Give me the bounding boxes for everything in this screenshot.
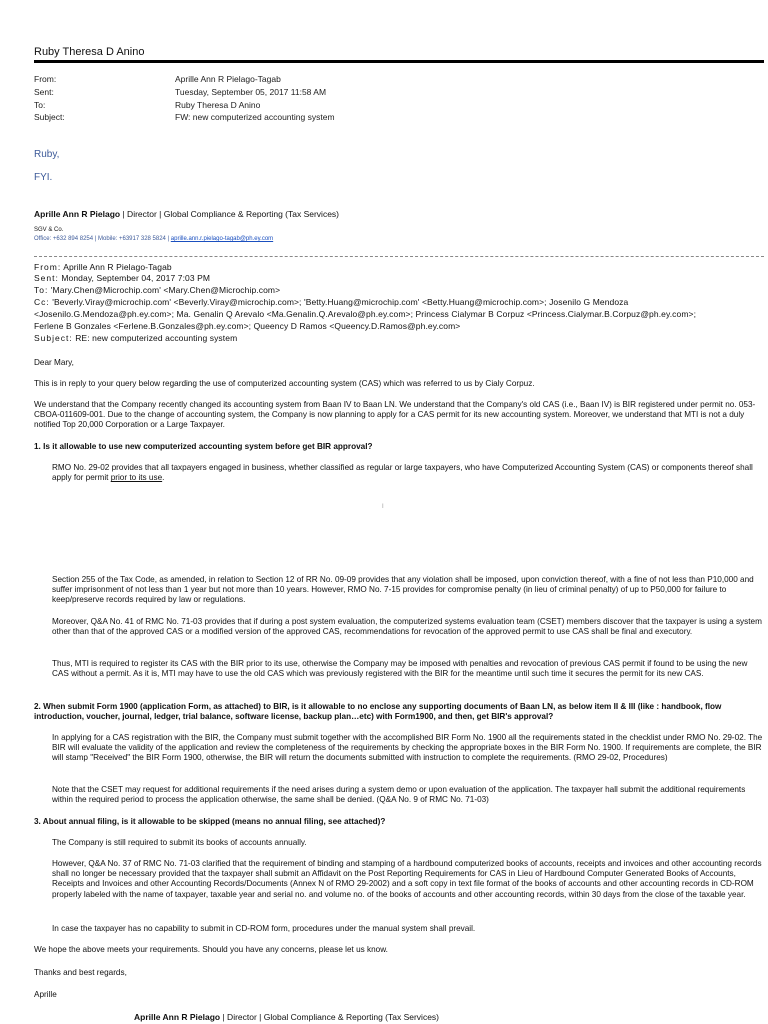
fwd-to-line (34, 285, 280, 295)
signature-name: Aprille Ann R Pielago (34, 209, 121, 219)
signature-contact-text: Office: +632 894 8254 | Mobile: +63917 328 5824 | (34, 236, 171, 242)
answer-1a-text: RMO No. 29-02 provides that all taxpayers engaged in business, whether classified as regular or large taxpayers, who have Computerized Accounting System (CAS) or components thereof shall apply for permit (52, 463, 753, 483)
to-value: Ruby Theresa D Anino (175, 100, 261, 110)
title-divider (34, 60, 764, 63)
answer-1c: Moreover, Q&A No. 41 of RMC No. 71-03 provides that if during a post system evaluation, the computerized systems evaluation team (CSET) members discover that the taxpayer is using a system other than that of the approved CAS or a modified version of the approved CAS, recommendations for revocation of the approved permit to use CAS shall be final and executory. (52, 617, 762, 637)
answer-3b: However, Q&A No. 37 of RMC No. 71-03 clarified that the requirement of binding and stamping of a hardbound computerized books of accounts, receipts and invoices and other accounting records shall no longer be necessary provided that the taxpayer shall submit an Affidavit on the Post Reporting Requirements for CAS in Lieu of Hardbound Computer Generated Books of Accounts, Receipts and Invoices and other Accounting Records/Documents (Annex N of RMO 29-2002) and a soft copy in text file format of the books of accounts and other accounting records in CD-ROM properly labeled with the name of taxpayer, taxable year and serial no. and volume no. of the books of accounts and other accounting records, within 30 days from the close of the taxable year. (52, 859, 762, 899)
paragraph-intro: This is in reply to your query below regarding the use of computerized accounting system (CAS) which was referred to us by Cialy Corpuz. (34, 379, 535, 388)
salutation: Dear Mary, (34, 358, 74, 367)
fwd-subject-value: RE: new computerized accounting system (75, 333, 238, 343)
fwd-cc-value-3: Ferlene B Gonzales <Ferlene.B.Gonzales@ph.ey.com>; Queency D Ramos <Queency.D.Ramos@ph.ey.com> (34, 321, 461, 331)
signature-2-name: Aprille Ann R Pielago (134, 1012, 221, 1022)
answer-1a-end: . (162, 473, 165, 483)
answer-3a: The Company is still required to submit its books of accounts annually. (52, 838, 307, 847)
signature-2-title: | Director | Global Compliance & Reporting (Tax Services) (220, 1012, 440, 1022)
page-mark: I (382, 504, 384, 510)
fwd-from-line (34, 262, 172, 272)
fwd-subject-line (34, 333, 237, 343)
signature-line (34, 209, 339, 219)
forward-divider (34, 256, 764, 257)
fwd-subject-label: Subject: (34, 333, 73, 343)
fwd-to-label: To: (34, 285, 49, 295)
signature-email-link[interactable]: aprille.ann.r.pielago-tagab@ph.ey.com (170, 236, 274, 242)
fwd-from-label: From: (34, 262, 62, 272)
to-label: To: (34, 100, 46, 110)
from-label: From: (34, 74, 57, 84)
question-1: 1. Is it allowable to use new computerized accounting system before get BIR approval? (34, 442, 373, 451)
signature-contact (34, 236, 273, 242)
subject-value: FW: new computerized accounting system (175, 112, 335, 122)
answer-1a (52, 463, 764, 483)
fwd-sent-label: Sent: (34, 273, 59, 283)
sent-label: Sent: (34, 87, 54, 97)
answer-1d: Thus, MTI is required to register its CAS with the BIR prior to its use, otherwise the Company may be imposed with penalties and revocation of previous CAS permit if found to be using the new CAS without a permit. As it is, MTI may have to use the old CAS which was previously registered with the BIR for the meantime until such time it secures the permit for its new CAS. (52, 659, 748, 679)
fwd-cc-value-2: <Josenilo.G.Mendoza@ph.ey.com>; Ma. Genalin Q Arevalo <Ma.Genalin.Q.Arevalo@ph.ey.com>; Princess Cialymar B Corpuz <Princess.Cialymar.B.Corpuz@ph.ey.com>; (34, 309, 697, 319)
answer-1b: Section 255 of the Tax Code, as amended, in relation to Section 12 of RR No. 09-09 provides that any violation shall be imposed, upon conviction thereof, with a fine of not less than P10,000 and suffer imprisonment of not less than 1 year but not more than 10 years. However, RMO No. 7-15 provides for compromise penalty (in lieu of criminal penalty) of up to P50,000 for failure to keep/preserve records required by law or regulations. (52, 575, 754, 605)
fwd-cc-label: Cc: (34, 297, 50, 307)
subject-label: Subject: (34, 112, 65, 122)
note-greeting: Ruby, (34, 149, 60, 160)
answer-3c: In case the taxpayer has no capability to submit in CD-ROM form, procedures under the manual system shall prevail. (52, 924, 476, 933)
fwd-from-value: Aprille Ann R Pielago-Tagab (63, 262, 172, 272)
signature-2-line (134, 1012, 439, 1022)
closing-regards: Thanks and best regards, (34, 968, 127, 977)
answer-2b: Note that the CSET may request for additional requirements if the need arises during a system demo or upon evaluation of the application. The taxpayer hall submit the additional requirements within the required period to process the application otherwise, the same shall be denied. (Q&A No. 9 of RMC No. 71-03) (52, 785, 746, 805)
sent-value: Tuesday, September 05, 2017 11:58 AM (175, 87, 327, 97)
fwd-sent-value: Monday, September 04, 2017 7:03 PM (61, 273, 211, 283)
from-value: Aprille Ann R Pielago-Tagab (175, 74, 281, 84)
answer-1a-underlined: prior to its use (110, 473, 163, 483)
note-fyi: FYI. (34, 172, 53, 183)
closing-line: We hope the above meets your requirements. Should you have any concerns, please let us know. (34, 945, 388, 954)
question-3: 3. About annual filing, is it allowable to be skipped (means no annual filing, see attached)? (34, 817, 386, 826)
fwd-sent-line (34, 273, 210, 283)
signature-title: | Director | Global Compliance & Reporting (Tax Services) (120, 209, 340, 219)
closing-name: Aprille (34, 990, 57, 999)
fwd-cc-line (34, 297, 628, 307)
document-title: Ruby Theresa D Anino (34, 46, 145, 58)
fwd-to-value: 'Mary.Chen@Microchip.com' <Mary.Chen@Microchip.com> (50, 285, 281, 295)
signature-company: SGV & Co. (34, 227, 64, 233)
fwd-cc-value-1: 'Beverly.Viray@microchip.com' <Beverly.Viray@microchip.com>; 'Betty.Huang@microchip.com' <Betty.Huang@microchip.com>; Josenilo G Mendoza (52, 297, 629, 307)
answer-2a: In applying for a CAS registration with the BIR, the Company must submit together with the accomplished BIR Form No. 1900 all the requirements stated in the checklist under RMO No. 29-02. The BIR will evaluate the validity of the application and review the completeness of the requirements by checking the appropriate boxes in the BIR Form No. 1900. If requirements are complete, the BIR will stamp "Received" the BIR Form 1900, otherwise, the BIR will return the documents submitted with instruction to complete the requirements. (RMO 29-02, Procedures) (52, 733, 763, 763)
question-2: 2. When submit Form 1900 (application Form, as attached) to BIR, is it allowable to no enclose any supporting documents of Baan LN, as below item II & III (like : handbook, flow introduction, voucher, journal, ledger, trial balance, software license, backup plan…etc) with Form1900, and then, get BIR's approval? (34, 702, 722, 722)
paragraph-understanding: We understand that the Company recently changed its accounting system from Baan IV to Baan LN. We understand that the Company's old CAS (i.e., Baan IV) is BIR registered under permit no. 053-CBOA-011609-001. Due to the change of accounting system, the Company is now planning to apply for a CAS permit for its new accounting system. Moreover, we understand that MTI is not a duly notified Top 20,000 Corporation or a Large Taxpayer. (34, 400, 756, 430)
